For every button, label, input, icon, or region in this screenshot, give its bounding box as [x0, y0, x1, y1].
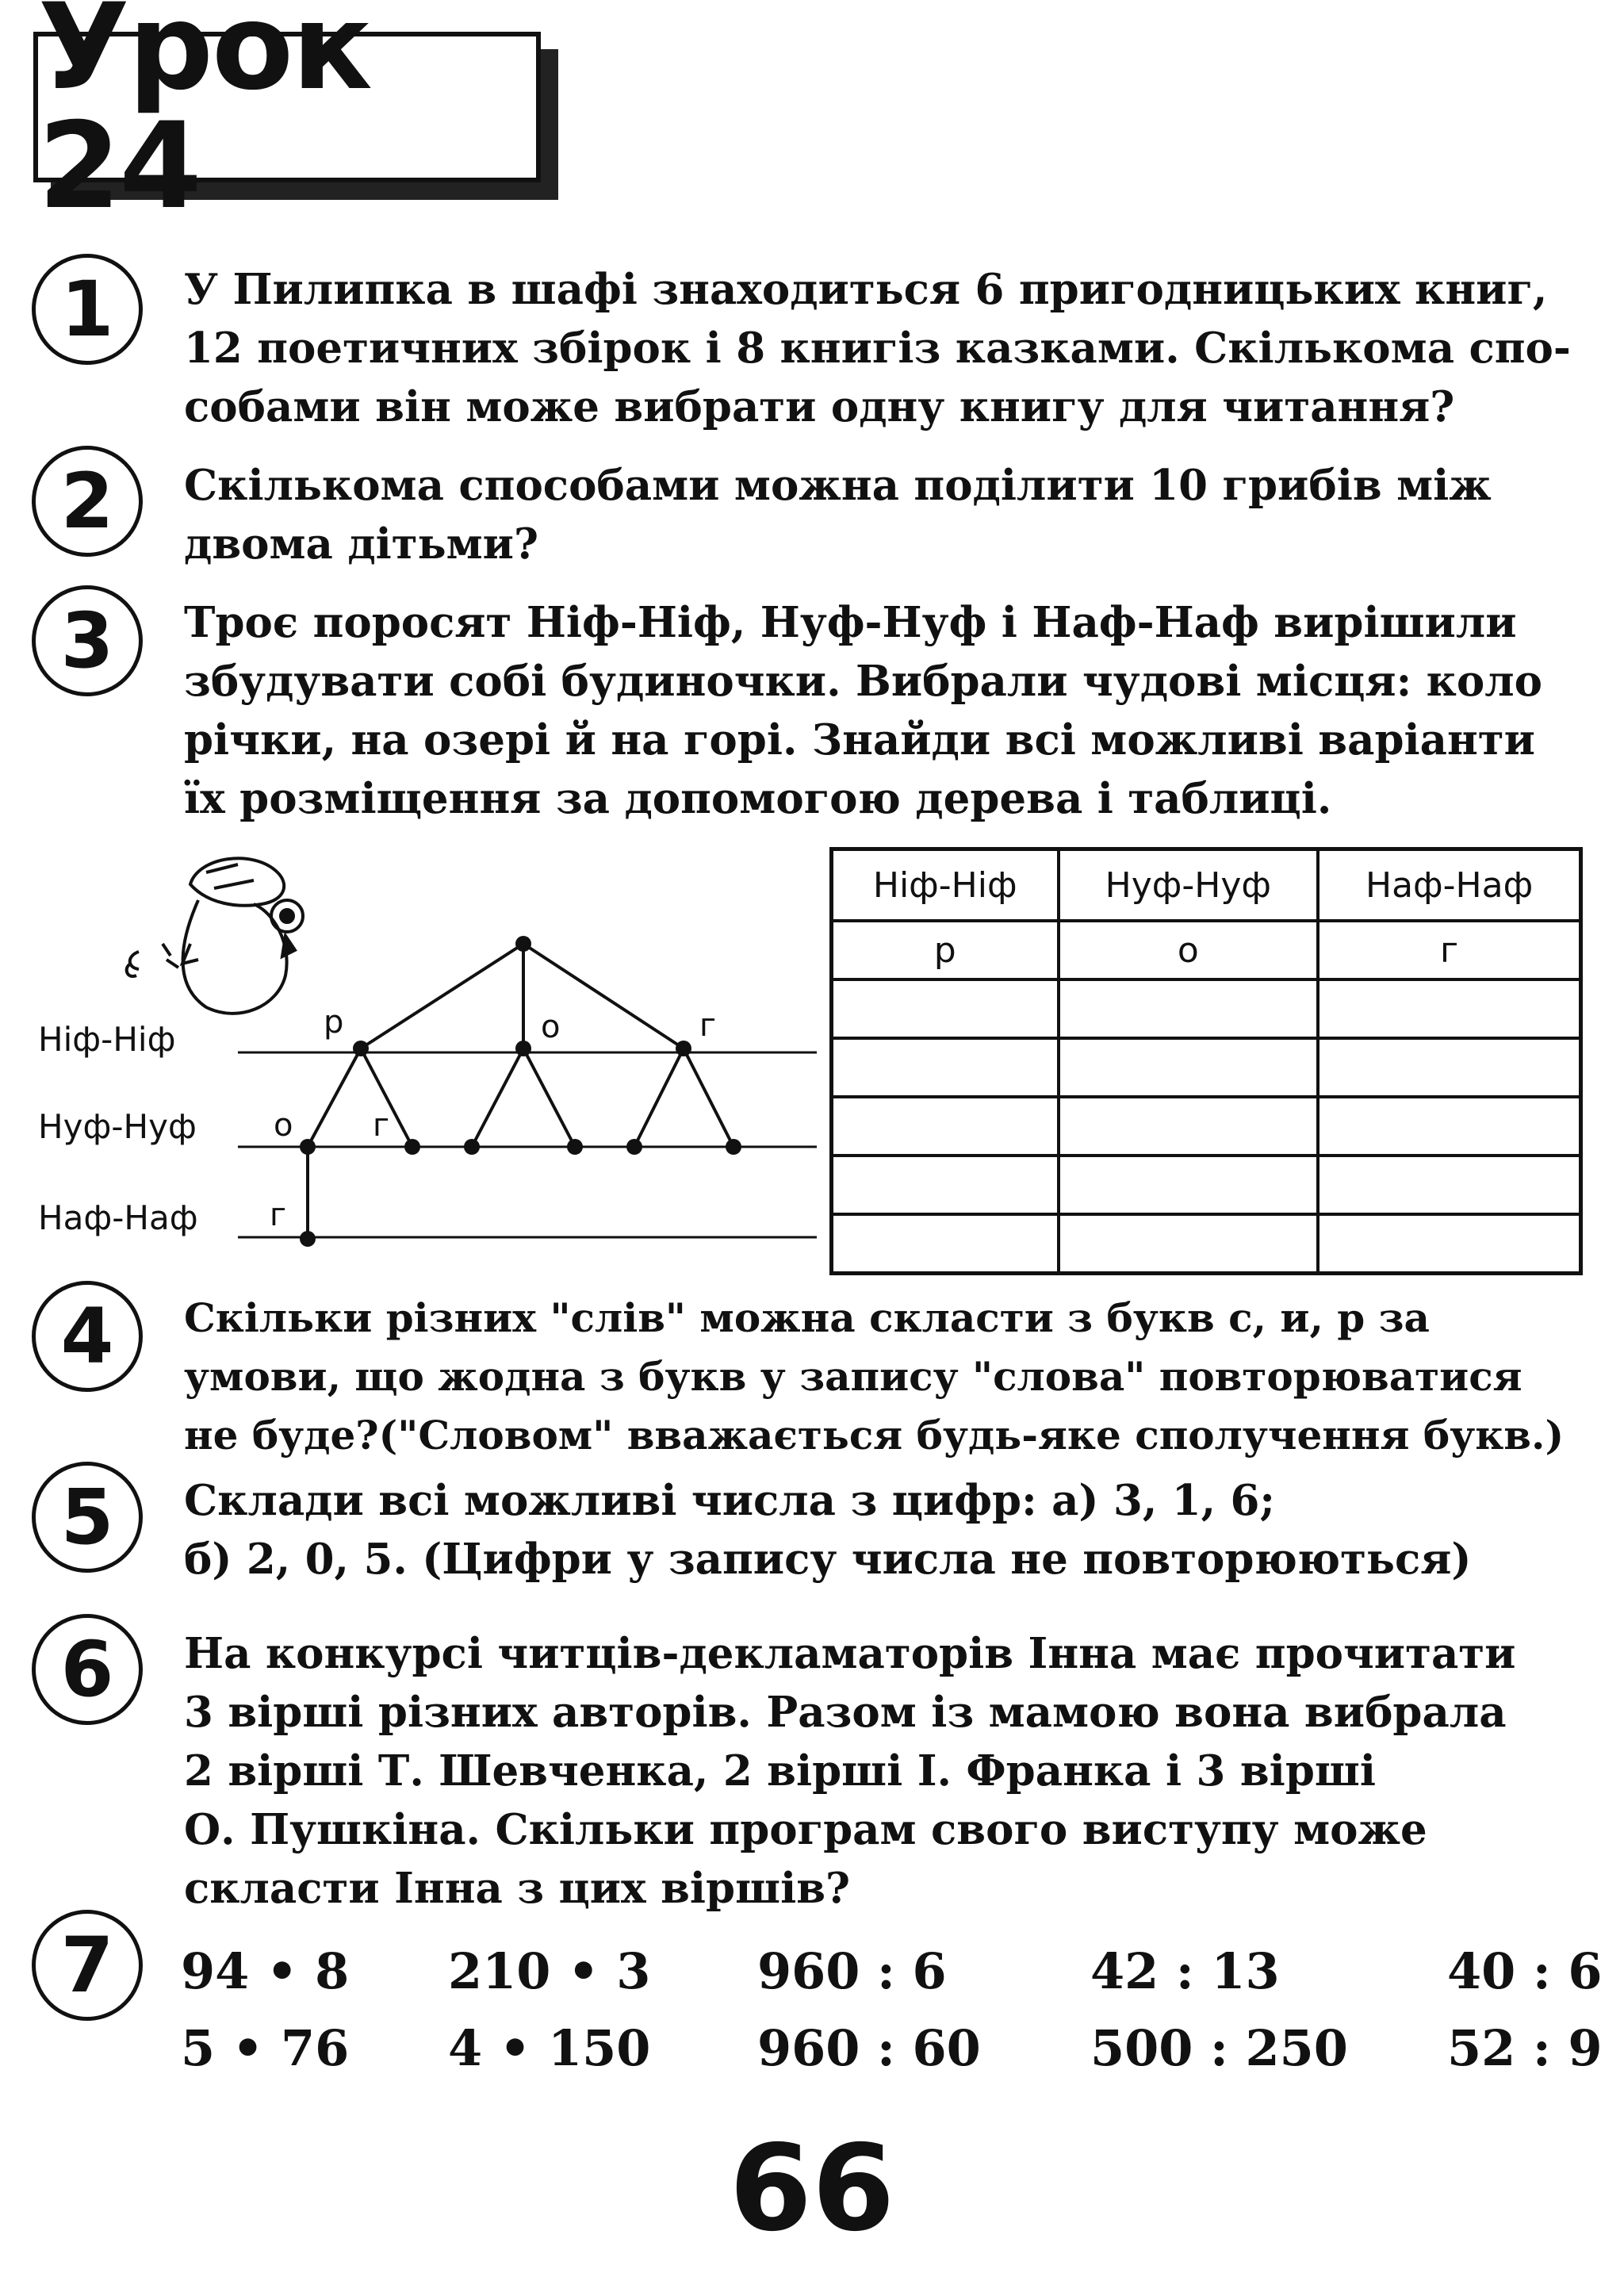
- task-5-number: 5: [32, 1462, 143, 1573]
- exercise: 960 : 6: [757, 1942, 947, 2000]
- table-cell: о: [1059, 921, 1319, 979]
- task-2-line: двома дітьми?: [184, 519, 539, 569]
- tree-node-label: г: [373, 1107, 390, 1144]
- task-1-line: 12 поетичних збірок і 8 книгіз казками. Скількома спо-: [184, 324, 1571, 373]
- table-cell: [1318, 1156, 1580, 1214]
- table-cell: [1318, 1214, 1580, 1274]
- table-cell: [1318, 979, 1580, 1038]
- exercise: 94 • 8: [181, 1942, 350, 2000]
- task-6-text: [184, 1624, 1603, 1918]
- table-row: [832, 979, 1581, 1038]
- table-cell: [1059, 1038, 1319, 1097]
- tree-node-label: р: [324, 1004, 344, 1041]
- arrangement-table: [829, 847, 1583, 1275]
- exercise: 960 : 60: [757, 2019, 981, 2077]
- task-4-text: [184, 1289, 1619, 1465]
- table-cell: [832, 1214, 1059, 1274]
- task-3-text: [184, 593, 1603, 828]
- tree-node-label: г: [699, 1007, 717, 1044]
- task-5-text: [184, 1471, 1603, 1589]
- task-3-line: збудувати собі будиночки. Вибрали чудові місця: коло: [184, 657, 1542, 706]
- table-cell: [832, 1097, 1059, 1156]
- table-cell: [832, 1156, 1059, 1214]
- exercise: 210 • 3: [448, 1942, 651, 2000]
- table-row: [832, 921, 1581, 979]
- table-cell: [1318, 1038, 1580, 1097]
- tree-level-label: Наф-Наф: [38, 1198, 198, 1237]
- task-2-text: [184, 456, 1603, 573]
- task-6-line: О. Пушкіна. Скільки програм свого виступу може: [184, 1805, 1427, 1854]
- tree-node-label: о: [541, 1009, 561, 1045]
- task-6-line: 3 вірші різних авторів. Разом із мамою вона вибрала: [184, 1688, 1507, 1737]
- task-1-line: У Пилипка в шафі знаходиться 6 пригодницьких книг,: [184, 265, 1548, 314]
- exercise: 40 : 6: [1447, 1942, 1603, 2000]
- task-5-line: б) 2, 0, 5. (Цифри у запису числа не повторюються): [184, 1535, 1472, 1584]
- task-3-line: їх розміщення за допомогою дерева і таблиці.: [184, 774, 1332, 823]
- task-2-number: 2: [32, 446, 143, 557]
- task-1-line: собами він може вибрати одну книгу для читання?: [184, 382, 1455, 431]
- table-cell: [1059, 1214, 1319, 1274]
- table-row: [832, 1038, 1581, 1097]
- table-cell: [1059, 979, 1319, 1038]
- table-cell: [1059, 1156, 1319, 1214]
- tree-level-label: Ніф-Ніф: [38, 1020, 176, 1059]
- task-3-line: Троє поросят Ніф-Ніф, Нуф-Нуф і Наф-Наф вирішили: [184, 598, 1517, 647]
- lesson-title: Урок 24: [38, 0, 371, 236]
- table-row: [832, 1097, 1581, 1156]
- table-cell: [1059, 1097, 1319, 1156]
- table-header-cell: Ніф-Ніф: [832, 849, 1059, 922]
- task-4-line: Скільки різних "слів" можна скласти з букв с, и, р за: [184, 1294, 1430, 1341]
- tree-node-label: г: [270, 1197, 287, 1233]
- task-4-line: не буде?("Словом" вважається будь-яке сполучення букв.): [184, 1412, 1565, 1458]
- lesson-header-box: [33, 0, 541, 236]
- pig-illustration-icon: [127, 858, 303, 1014]
- tree-branches: [308, 944, 733, 1239]
- tree-node-label: о: [274, 1107, 293, 1144]
- task-6-line: На конкурсі читців-декламаторів Інна має прочитати: [184, 1629, 1516, 1678]
- task-6-number: 6: [32, 1614, 143, 1725]
- task-4-line: умови, що жодна з букв у запису "слова" повторюватися: [184, 1353, 1522, 1400]
- tree-nodes: [300, 936, 741, 1247]
- task-2-line: Скількома способами можна поділити 10 грибів між: [184, 461, 1492, 510]
- table-cell: [832, 1038, 1059, 1097]
- table-cell: [1318, 1097, 1580, 1156]
- exercise: 42 : 13: [1090, 1942, 1280, 2000]
- exercise: 500 : 250: [1090, 2019, 1348, 2077]
- table-header-row: [832, 849, 1581, 922]
- tree-level-label: Нуф-Нуф: [38, 1107, 197, 1146]
- table-row: [832, 1156, 1581, 1214]
- task-3-line: річки, на озері й на горі. Знайди всі можливі варіанти: [184, 715, 1535, 765]
- exercise: 52 : 9: [1447, 2019, 1603, 2077]
- page-number: 66: [729, 2120, 895, 2258]
- tree-diagram: [0, 825, 825, 1269]
- exercise: 5 • 76: [181, 2019, 350, 2077]
- task-1-text: [184, 260, 1603, 436]
- exercise: 4 • 150: [448, 2019, 651, 2077]
- task-1-number: 1: [32, 254, 143, 365]
- task-3-number: 3: [32, 585, 143, 696]
- table-header-cell: Нуф-Нуф: [1059, 849, 1319, 922]
- task-6-line: скласти Інна з цих віршів?: [184, 1864, 851, 1913]
- table-row: [832, 1214, 1581, 1274]
- table-header-cell: Наф-Наф: [1318, 849, 1580, 922]
- task-7-number: 7: [32, 1910, 143, 2021]
- table-cell: г: [1318, 921, 1580, 979]
- task-4-number: 4: [32, 1281, 143, 1392]
- table-cell: р: [832, 921, 1059, 979]
- task-5-line: Склади всі можливі числа з цифр: а) 3, 1, 6;: [184, 1476, 1275, 1525]
- table-cell: [832, 979, 1059, 1038]
- task-6-line: 2 вірші Т. Шевченка, 2 вірші І. Франка і 3 вірші: [184, 1746, 1376, 1796]
